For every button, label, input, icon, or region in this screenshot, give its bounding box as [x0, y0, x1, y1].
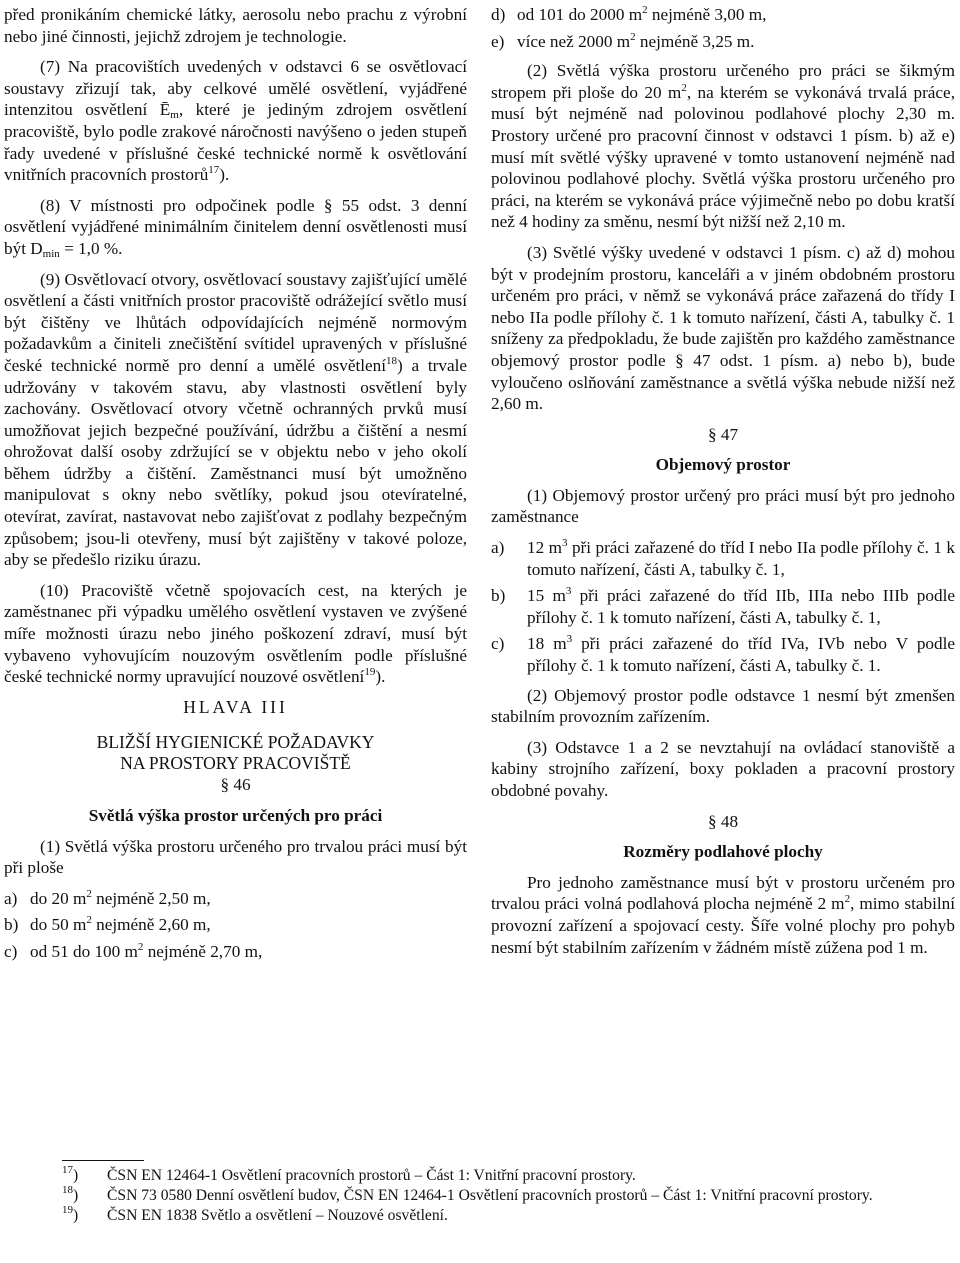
list-item: c) 18 $m^3$ při práci zařazené do tříd IVa, IVb nebo V podle přílohy č. 1 k tomuto nařízení, části A, tabulky č. 1. [491, 633, 956, 676]
part-title: BLIŽŠÍ HYGIENICKÉ POŽADAVKY NA PROSTORY PRACOVIŠTĚ [96, 732, 375, 774]
list-item: e) více než 2000 $m^2$ nejméně 3,25 m. [491, 30, 755, 51]
footnote-ref-17[interactable]: 17 [208, 164, 220, 177]
list-item: a) 12 $m^3$ při práci zařazené do tříd I nebo IIa podle přílohy č. 1 k tomuto nařízení, části A, tabulky č. 1, [491, 537, 955, 579]
section-47-number: § 47 [707, 424, 739, 444]
footnote-19: $^{19}$) ČSN EN 1838 Světlo a osvětlení – Nouzové osvětlení. [62, 1204, 448, 1224]
list-item: b) 15 $m^3$ při práci zařazené do tříd IIb, IIIa nebo IIIb podle přílohy č. 1 k tomuto nařízení, části A, tabulky č. 1, [491, 585, 955, 627]
section-46-paragraph-1: (1) Světlá výška prostoru určeného pro trvalou práci musí být při ploše [4, 836, 467, 878]
footnote-ref-19[interactable]: 19 [364, 666, 376, 679]
section-46-number: § 46 [220, 775, 251, 795]
section-47-paragraph-1: (1) Objemový prostor určený pro práci musí být pro jednoho zaměstnance [491, 485, 955, 527]
footnotes [62, 1166, 955, 1226]
list-item: b) do 50 $m^2$ nejméně 2,60 m, [4, 914, 211, 935]
section-48-number: § 48 [707, 811, 739, 831]
section-46-paragraph-2: (2) Světlá výška prostoru určeného pro práci se šikmým stropem při ploše do 20 $m^2$, na kterém se vykonává trvalá práce, musí být nejméně nad polovinou podlahové plochy 2,30 m. Prostory určené pro pracovní činnost v odstavci 1 písm. b) až e) musí mít světlé výšky upravené v tomto ustanovení nejméně nad polovinou podlahové plochy. Světlá výška prostoru určeného pro práci, na kterém se vykonává práce výjimečně nebo po dobu kratší než 4 hodiny za směnu, nesmí být nižší než 2,10 m. [491, 61, 955, 232]
footnote-separator [62, 1160, 144, 1161]
section-47-title: Objemový prostor [655, 455, 791, 475]
list-item: c) od 51 do 100 $m^2$ nejméně 2,70 m, [4, 940, 263, 961]
footnote-ref-18[interactable]: 18 [386, 354, 397, 367]
right-column [491, 4, 955, 967]
chapter-heading: HLAVA III [183, 696, 288, 717]
section-47-paragraph-2: (2) Objemový prostor podle odstavce 1 nesmí být zmenšen stabilním provozním zařízením. [491, 685, 955, 727]
paragraph-9: (9) Osvětlovací otvory, osvětlovací soustavy zajišťující umělé osvětlení a části vnitřních prostor pracoviště odrážející světlo musí být čištěny ve lhůtách odpovídajících nejméně normovým požadavkům a činiteli znečištění svítidel upravených v příslušné české technické normě pro denní a umělé osvětlení$^{18}$) a trvale udržovány v takovém stavu, aby vlastnosti osvětlení byly zachovány. Osvětlovací otvory včetně ochranných prvků musí umožňovat jejich bezpečné používání, údržbu a čištění a nesmí ohrožovat další osoby zdržující se v objektu nebo v jeho okolí během údržby a čištění. Zaměstnanci musí být umožněno manipulovat s okny nebo světlíky, pokud jsou otevíratelné, otevírat, zavírat, nastavovat nebo zajišťovat z podlahy bezpečným způsobem; jsou-li otevřeny, musí být zajištěny v takové poloze, aby se předešlo riziku úrazu. [4, 269, 467, 570]
section-47-list [491, 537, 955, 677]
section-48-title: Rozměry podlahové plochy [623, 842, 823, 862]
section-46-list [4, 888, 467, 963]
list-item: d) od 101 do 2000 $m^2$ nejméně 3,00 m, [491, 4, 767, 24]
section-46-paragraph-3: (3) Světlé výšky uvedené v odstavci 1 písm. c) až d) mohou být v prodejním prostoru, kanceláři a v jiném obdobném prostoru určeném pro práci, v němž se vykonává práce zařazená do třídy I nebo IIa podle přílohy č. 1 k tomuto nařízení, části A, tabulky č. 1 sníženy za předpokladu, že bude zajištěn pro každého zaměstnance objemový prostor podle § 47 odst. 1 písm. a) nebo b), bude vyloučeno oslňování zaměstnance a světlá výška nebude nižší než 2,60 m. [491, 242, 955, 414]
paragraph-7: (7) Na pracovištích uvedených v odstavci 6 se osvětlovací soustavy zřizují tak, aby celkové umělé osvětlení, vyjádřené intenzitou osvětlení $Ē_m$, které je jediným zdrojem osvětlení pracoviště, bylo podle zrakové náročnosti navýšeno o jeden stupeň řady uvedené v příslušné české technické normě k osvětlování vnitřních pracovních prostorů$^{17}$). [4, 57, 467, 185]
paragraph-8: (8) V místnosti pro odpočinek podle § 55 odst. 3 denní osvětlení vyjádřené minimálním činitelem denní osvětlenosti musí být $D_{min} = 1,0$ %. [4, 195, 467, 260]
paragraph-continuation: před pronikáním chemické látky, aerosolu nebo prachu z výrobní nebo jiné činnosti, jejichž zdrojem je technologie. [4, 5, 467, 46]
section-46-list-continued [491, 4, 955, 52]
list-item: a) do 20 $m^2$ nejméně 2,50 m, [4, 887, 211, 908]
left-column [4, 4, 467, 971]
section-47-paragraph-3: (3) Odstavce 1 a 2 se nevztahují na ovládací stanoviště a kabiny strojního zařízení, boxy pokladen a pracovní prostory obdobné povahy. [491, 737, 955, 800]
section-48-paragraph-1: Pro jednoho zaměstnance musí být v prostoru určeném pro trvalou práci volná podlahová plocha nejméně 2 $m^2$, mimo stabilní provozní zařízení a spojovací cesty. Šíře volné plochy pro pohyb nesmí být stabilním zařízením v žádném místě zúžena pod 1 m. [491, 872, 955, 957]
footnote-18: $^{18}$) ČSN 73 0580 Denní osvětlení budov, ČSN EN 12464-1 Osvětlení pracovních prostorů – Část 1: Vnitřní pracovní prostory. [62, 1184, 873, 1204]
paragraph-10: (10) Pracoviště včetně spojovacích cest, na kterých je zaměstnanec při výpadku umělého osvětlení vystaven ve zvýšené míře možnosti úrazu nebo jiného poškození zdraví, musí být vybaveno vyhovujícím nouzovým osvětlením podle příslušné české technické normy upravující nouzové osvětlení$^{19}$). [4, 580, 467, 687]
footnote-17: $^{17}$) ČSN EN 12464-1 Osvětlení pracovních prostorů – Část 1: Vnitřní pracovní prostory. [62, 1164, 636, 1184]
section-46-title: Světlá výška prostor určených pro práci [88, 806, 383, 825]
